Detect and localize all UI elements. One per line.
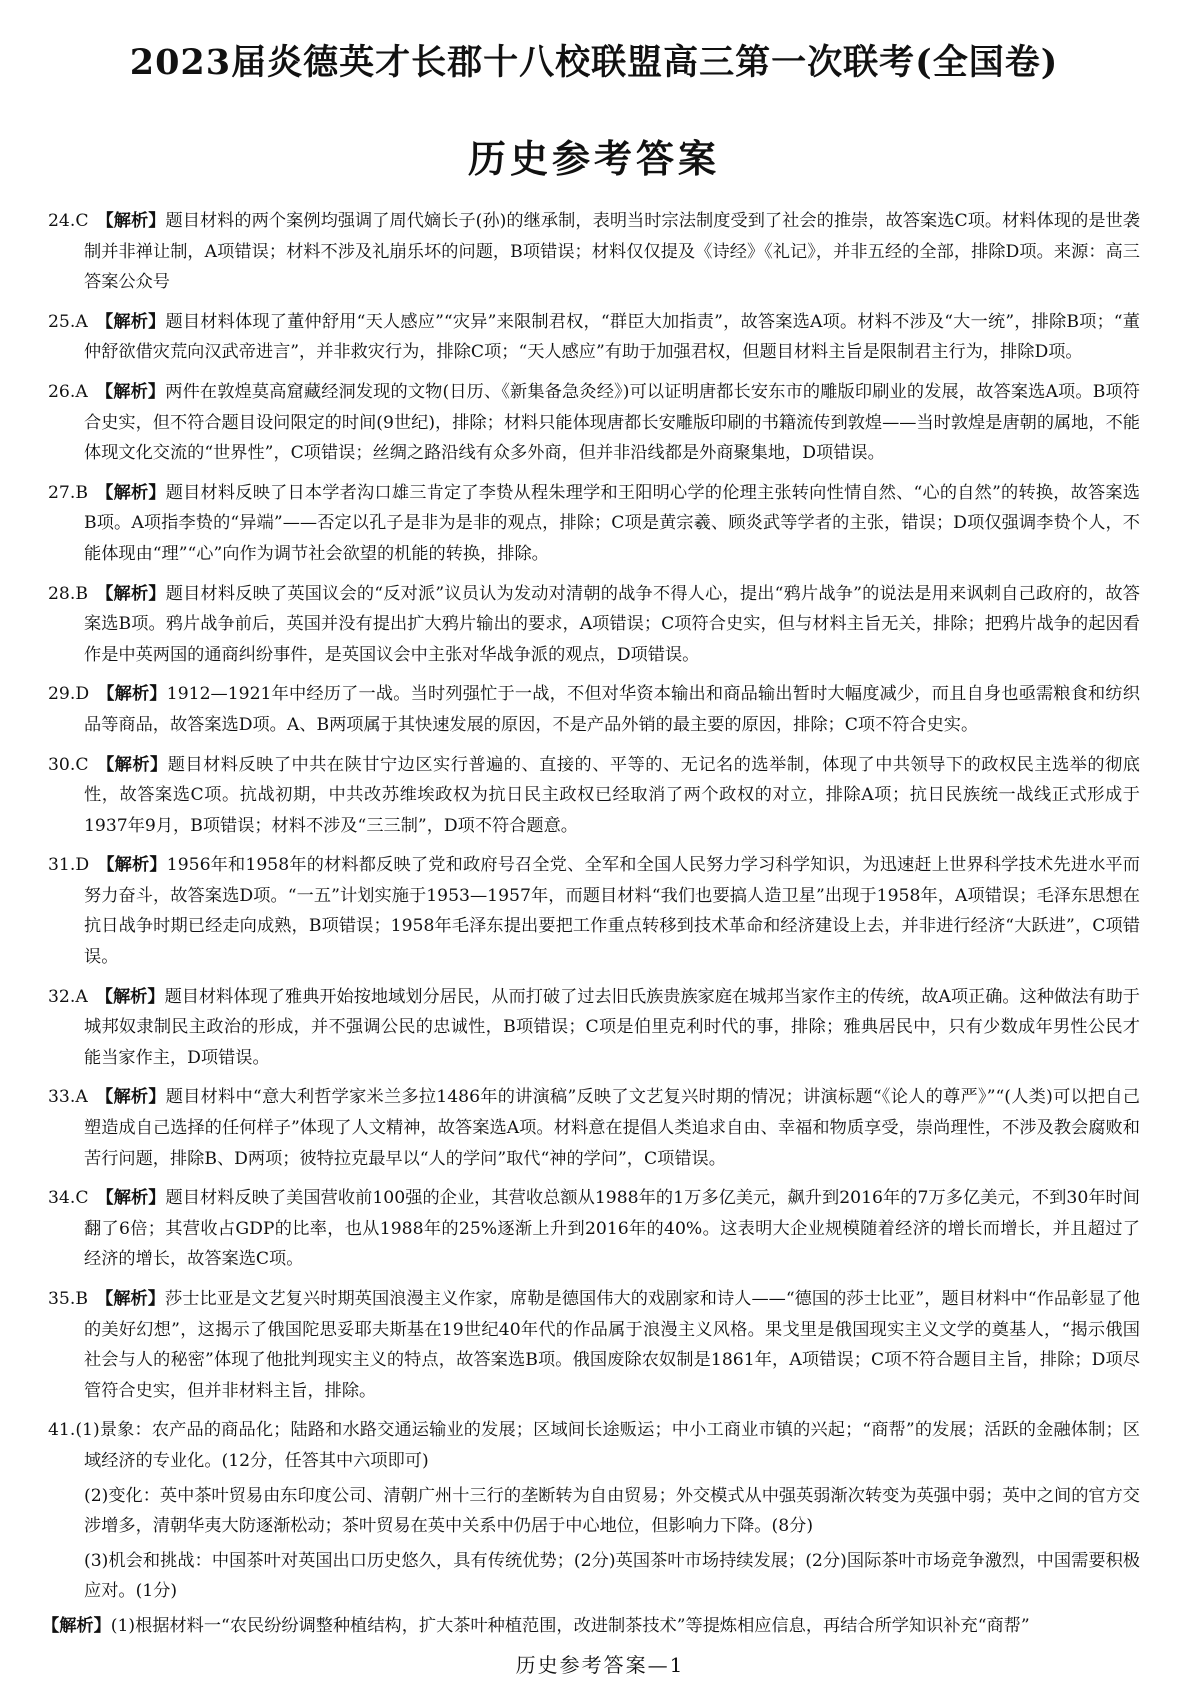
answer-text: 题目材料反映了英国议会的“反对派”议员认为发动对清朝的战争不得人心，提出“鸦片战争”的说法是用来讽刺自己政府的，故答案选B项。鸦片战争前后，英国并没有提出扩大鸦片输出的要求，A项错误；C项符合史实，但与材料主旨无关，排除；把鸦片战争的起因看作是中英两国的通商纠纷事件，是英国议会中主张对华战争派的观点，D项错误。 xyxy=(84,583,1140,665)
answer-item-29 xyxy=(48,679,1140,740)
question-number: 41. xyxy=(48,1420,76,1441)
answer-item-30 xyxy=(48,750,1140,842)
question-number: 30. xyxy=(48,754,76,775)
question-number: 25. xyxy=(48,311,76,332)
analysis-tag: 【解析】 xyxy=(42,1615,111,1636)
analysis-tag: 【解析】 xyxy=(95,583,166,604)
answer-choice: B xyxy=(75,482,88,503)
answer-choice: C xyxy=(75,754,89,775)
answer-choice: A xyxy=(75,381,88,402)
answer-choice: A xyxy=(75,986,88,1007)
page-subtitle: 历史参考答案 xyxy=(467,136,720,181)
analysis-tag: 【解析】 xyxy=(95,381,166,402)
answer-item-41 xyxy=(42,1415,1140,1641)
answer-item-24 xyxy=(48,206,1140,298)
answer-text: 题目材料反映了日本学者沟口雄三肯定了李贽从程朱理学和王阳明心学的伦理主张转向性情自然、“心的自然”的转换，故答案选B项。A项指李贽的“异端”——否定以孔子是非为是非的观点，排除；C项是黄宗羲、顾炎武等学者的主张，错误；D项仅强调李贽个人，不能体现由“理”“心”向作为调节社会欲望的机能的转换，排除。 xyxy=(84,482,1140,564)
answer-text: 题目材料反映了中共在陕甘宁边区实行普遍的、直接的、平等的、无记名的选举制，体现了中共领导下的政权民主选举的彻底性，故答案选C项。抗战初期，中共改苏维埃政权为抗日民主政权已经取消了两个政权的对立，排除A项；抗日民族统一战线正式形成于1937年9月，B项错误；材料不涉及“三三制”，D项不符合题意。 xyxy=(84,754,1140,836)
q41-part-3: (3)机会和挑战：中国茶叶对英国出口历史悠久，具有传统优势；(2分)英国茶叶市场持续发展；(2分)国际茶叶市场竞争激烈，中国需要积极应对。(1分) xyxy=(84,1550,1140,1602)
answer-item-28 xyxy=(48,579,1140,671)
question-number: 33. xyxy=(48,1087,76,1108)
answer-choice: B xyxy=(75,1289,88,1309)
answer-text: 两件在敦煌莫高窟藏经洞发现的文物(日历、《新集备急灸经》)可以证明唐都长安东市的雕版印刷业的发展，故答案选A项。B项符合史实，但不符合题目设问限定的时间(9世纪)，排除；材料只能体现唐都长安雕版印刷的书籍流传到敦煌——当时敦煌是唐朝的属地，不能体现文化交流的“世界性”，C项错误；丝绸之路沿线有众多外商，但并非沿线都是外商聚集地，D项错误。 xyxy=(84,381,1140,464)
answer-choice: A xyxy=(75,1087,88,1108)
answer-choice: A xyxy=(75,311,88,332)
answer-text: 1956年和1958年的材料都反映了党和政府号召全党、全军和全国人民努力学习科学知识，为迅速赶上世界科学技术先进水平而努力奋斗，故答案选D项。“一五”计划实施于1953—1957年，而题目材料“我们也要搞人造卫星”出现于1958年，A项错误；毛泽东思想在抗日战争时期已经走向成熟，B项错误；1958年毛泽东提出要把工作重点转移到技术革命和经济建设上去，并非进行经济“大跃进”，C项错误。 xyxy=(84,855,1140,968)
question-number: 34. xyxy=(48,1188,76,1209)
analysis-tag: 【解析】 xyxy=(97,855,167,876)
question-number: 31. xyxy=(48,855,76,876)
answer-choice: D xyxy=(75,855,90,876)
q41-part-2: (2)变化：英中茶叶贸易由东印度公司、清朝广州十三行的垄断转为自由贸易；外交模式从中强英弱渐次转变为英强中弱；英中之间的官方交涉增多，清朝华夷大防逐渐松动；茶叶贸易在英中关系中仍居于中心地位，但影响力下降。(8分) xyxy=(84,1485,1140,1537)
answer-text: (1)景象：农产品的商品化；陆路和水路交通运输业的发展；区域间长途贩运；中小工商业市镇的兴起；“商帮”的发展；活跃的金融体制；区域经济的专业化。(12分，任答其中六项即可) xyxy=(75,1420,1140,1471)
answer-text: 题目材料中“意大利哲学家米兰多拉1486年的讲演稿”反映了文艺复兴时期的情况；讲演标题“《论人的尊严》”“(人类)可以把自己塑造成自己选择的任何样子”体现了人文精神，故答案选A项。材料意在提倡人类追求自由、幸福和物质享受，崇尚理性，不涉及教会腐败和苦行问题，排除B、D两项；彼特拉克最早以“人的学问”取代“神的学问”，C项错误。 xyxy=(84,1087,1140,1169)
exam-title: 2023届炎德英才长郡十八校联盟高三第一次联考(全国卷) xyxy=(129,42,1059,83)
analysis-tag: 【解析】 xyxy=(95,1289,166,1309)
analysis-tag: 【解析】 xyxy=(95,1087,166,1108)
answer-choice: C xyxy=(75,1188,89,1209)
answer-text: 1912—1921年中经历了一战。当时列强忙于一战，不但对华资本输出和商品输出暂时大幅度减少，而且自身也亟需粮食和纺织品等商品，故答案选D项。A、B两项属于其快速发展的原因，不是产品外销的最主要的原因，排除；C项不符合史实。 xyxy=(84,684,1140,735)
answer-text: 题目材料体现了董仲舒用“天人感应”“灾异”来限制君权，“群臣大加指责”，故答案选A项。材料不涉及“大一统”，排除B项；“董仲舒欲借灾荒向汉武帝进言”，并非救灾行为，排除C项；“天人感应”有助于加强君权，但题目材料主旨是限制君主行为，排除D项。 xyxy=(84,311,1140,363)
answer-item-26 xyxy=(48,377,1140,469)
page-footer: 历史参考答案—1 xyxy=(515,1653,685,1677)
analysis-tag: 【解析】 xyxy=(97,684,167,705)
analysis-text: (1)根据材料一“农民纷纷调整种植结构，扩大茶叶种植范围，改进制茶技术”等提炼相应信息，再结合所学知识补充“商帮” xyxy=(110,1615,1030,1636)
question-number: 35. xyxy=(48,1289,76,1309)
answer-item-34 xyxy=(48,1183,1140,1275)
answer-list xyxy=(42,206,1140,1642)
answer-text: 题目材料反映了美国营收前100强的企业，其营收总额从1988年的1万多亿美元，飙升到2016年的7万多亿美元，不到30年时间翻了6倍；其营收占GDP的比率，也从1988年的25%逐渐上升到2016年的40%。这表明大企业规模随着经济的增长而增长，并且超过了经济的增长，故答案选C项。 xyxy=(84,1188,1140,1270)
analysis-tag: 【解析】 xyxy=(95,311,166,332)
question-number: 32. xyxy=(48,986,76,1007)
answer-choice: C xyxy=(75,211,89,231)
question-number: 27. xyxy=(48,482,76,503)
q41-analysis xyxy=(42,1611,1140,1642)
answer-text: 题目材料体现了雅典开始按地域划分居民，从而打破了过去旧氏族贵族家庭在城邦当家作主的传统，故A项正确。这种做法有助于城邦奴隶制民主政治的形成，并不强调公民的忠诚性，B项错误；C项是伯里克利时代的事，排除；雅典居民中，只有少数成年男性公民才能当家作主，D项错误。 xyxy=(84,986,1140,1068)
question-number: 28. xyxy=(48,583,76,604)
answer-item-31 xyxy=(48,850,1140,972)
analysis-tag: 【解析】 xyxy=(96,1188,166,1209)
answer-item-27 xyxy=(48,478,1140,570)
q41-part-1 xyxy=(48,1415,1140,1476)
answer-item-32 xyxy=(48,982,1140,1074)
answer-item-25 xyxy=(48,307,1140,368)
answer-item-35 xyxy=(48,1284,1140,1406)
analysis-tag: 【解析】 xyxy=(95,482,166,503)
answer-choice: B xyxy=(75,583,88,604)
analysis-tag: 【解析】 xyxy=(96,211,166,231)
answer-choice: D xyxy=(75,684,90,705)
question-number: 24. xyxy=(48,211,76,231)
question-number: 29. xyxy=(48,684,76,705)
analysis-tag: 【解析】 xyxy=(95,986,165,1007)
answer-item-33 xyxy=(48,1082,1140,1174)
analysis-tag: 【解析】 xyxy=(96,754,168,775)
question-number: 26. xyxy=(48,381,76,402)
answer-text: 莎士比亚是文艺复兴时期英国浪漫主义作家，席勒是德国伟大的戏剧家和诗人——“德国的莎士比亚”，题目材料中“作品彰显了他的美好幻想”，这揭示了俄国陀思妥耶夫斯基在19世纪40年代的作品属于浪漫主义风格。果戈里是俄国现实主义文学的奠基人，“揭示俄国社会与人的秘密”体现了他批判现实主义的特点，故答案选B项。俄国废除农奴制是1861年，A项错误；C项不符合题目主旨，排除；D项尽管符合史实，但并非材料主旨，排除。 xyxy=(84,1289,1140,1401)
answer-text: 题目材料的两个案例均强调了周代嫡长子(孙)的继承制，表明当时宗法制度受到了社会的推崇，故答案选C项。材料体现的是世袭制并非禅让制，A项错误；材料不涉及礼崩乐坏的问题，B项错误；材料仅仅提及《诗经》《礼记》，并非五经的全部，排除D项。来源：高三答案公众号 xyxy=(84,211,1140,293)
